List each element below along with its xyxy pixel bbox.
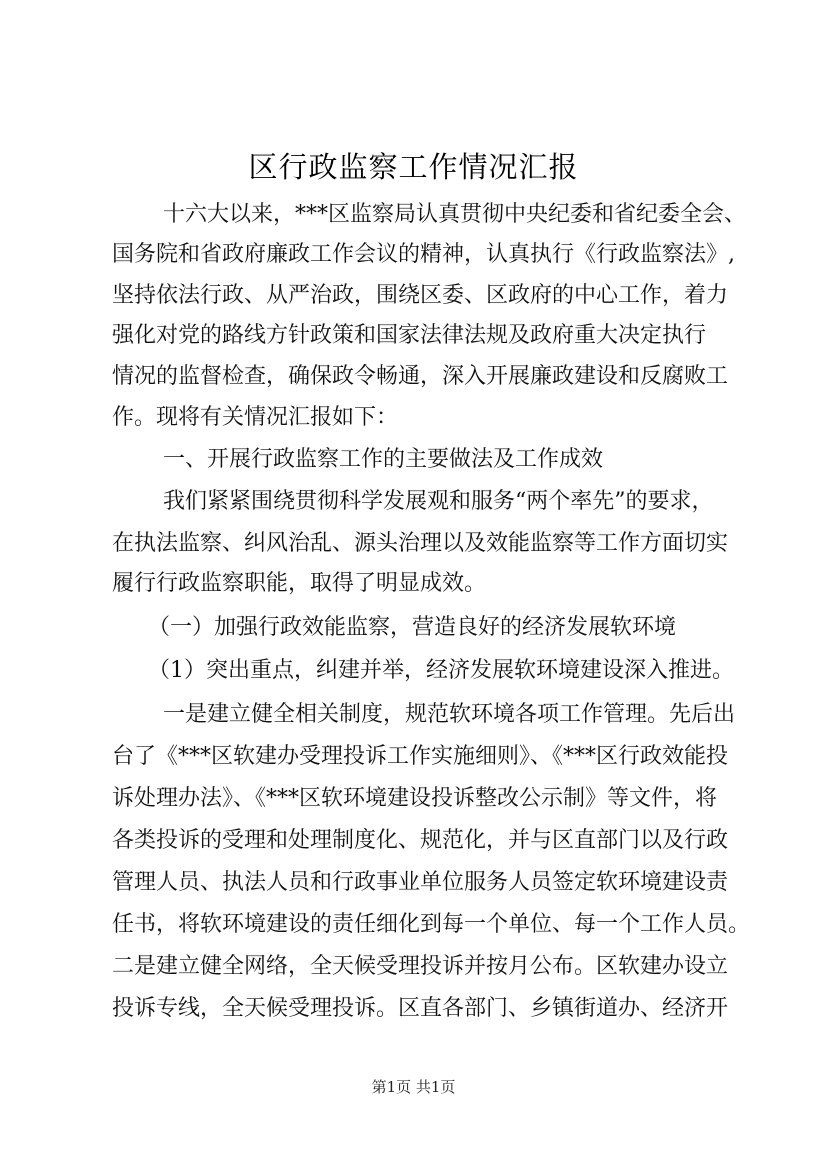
body-line: 诉处理办法》、《***区软环境建设投诉整改公示制》等文件，将 (112, 786, 718, 811)
subsection-heading: （一）加强行政效能监察，营造良好的经济发展软环境 (148, 615, 677, 640)
body-line: 任书，将软环境建设的责任细化到每一个单位、每一个工作人员。 (112, 912, 751, 937)
page-footer: 第1页 共1页 (371, 1078, 456, 1096)
section-heading: 一、开展行政监察工作的主要做法及工作成效 (163, 447, 604, 472)
body-line: 投诉专线，全天候受理投诉。区直各部门、乡镇街道办、经济开 (112, 996, 729, 1021)
body-line: 国务院和省政府廉政工作会议的精神，认真执行《行政监察法》, (112, 242, 735, 267)
body-line: 台了《***区软建办受理投诉工作实施细则》、《***区行政效能投 (112, 744, 729, 769)
body-line: 强化对党的路线方针政策和国家法律法规及政府重大决定执行 (112, 323, 707, 348)
body-line: 十六大以来，***区监察局认真贯彻中央纪委和省纪委全会、 (163, 202, 747, 227)
body-line: 我们紧紧围绕贯彻科学发展观和服务“两个率先”的要求， (163, 489, 714, 514)
item-heading: （1）突出重点，纠建并举，经济发展软环境建设深入推进。 (148, 658, 734, 683)
body-line: 在执法监察、纠风治乱、源头治理以及效能监察等工作方面切实 (112, 531, 729, 556)
body-line: 履行行政监察职能，取得了明显成效。 (112, 571, 487, 596)
body-line: 二是建立健全网络，全天候受理投诉并按月公布。区软建办设立 (112, 954, 729, 979)
body-line: 情况的监督检查，确保政令畅通，深入开展廉政建设和反腐败工 (112, 364, 729, 389)
document-title: 区行政监察工作情况汇报 (248, 150, 579, 184)
body-line: 管理人员、执法人员和行政事业单位服务人员签定软环境建设责 (112, 870, 729, 895)
body-line: 坚持依法行政、从严治政，围绕区委、区政府的中心工作，着力 (112, 283, 729, 308)
body-line: 各类投诉的受理和处理制度化、规范化，并与区直部门以及行政 (112, 828, 729, 853)
body-line: 作。现将有关情况汇报如下： (112, 405, 399, 430)
body-line: 一是建立健全相关制度，规范软环境各项工作管理。先后出 (163, 702, 736, 727)
